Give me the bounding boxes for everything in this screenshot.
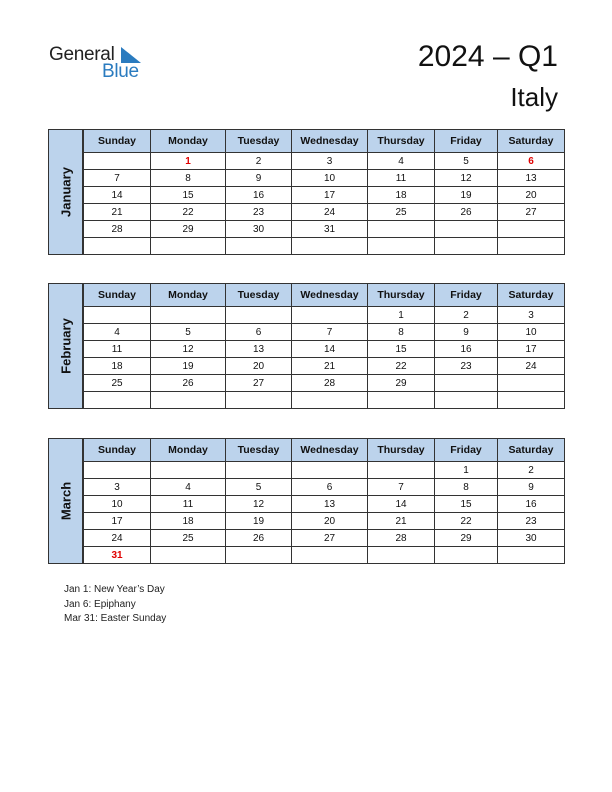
empty-day-cell [84,238,151,255]
day-cell: 23 [498,513,565,530]
day-cell: 30 [498,530,565,547]
week-row [84,547,565,564]
day-cell: 19 [435,187,498,204]
day-cell: 26 [435,204,498,221]
empty-day-cell [151,238,226,255]
day-cell: 26 [151,375,226,392]
country-name: Italy [510,82,558,112]
day-cell: 15 [435,496,498,513]
day-cell: 21 [368,513,435,530]
day-cell: 12 [435,170,498,187]
day-cell: 6 [292,479,368,496]
day-cell: 20 [226,358,292,375]
day-cell: 4 [368,153,435,170]
empty-day-cell [226,462,292,479]
month-table [83,283,565,409]
week-row [84,358,565,375]
day-cell: 27 [498,204,565,221]
month-table [83,129,565,255]
month-calendar-march [48,438,564,564]
week-row [84,187,565,204]
day-cell: 5 [226,479,292,496]
day-cell: 14 [368,496,435,513]
day-cell: 3 [292,153,368,170]
week-row [84,324,565,341]
empty-day-cell [226,392,292,409]
empty-day-cell [151,547,226,564]
weekday-header: Tuesday [226,284,292,307]
day-cell: 28 [292,375,368,392]
month-label [48,438,83,564]
day-cell: 30 [226,221,292,238]
weekday-header: Friday [435,439,498,462]
day-cell: 20 [498,187,565,204]
holiday-note: Mar 31: Easter Sunday [64,613,167,624]
month-calendar-january [48,129,564,255]
empty-day-cell [498,375,565,392]
empty-day-cell [151,392,226,409]
empty-day-cell [292,462,368,479]
day-cell: 18 [84,358,151,375]
weekday-header: Monday [151,130,226,153]
day-cell: 1 [435,462,498,479]
day-cell: 15 [368,341,435,358]
empty-day-cell [368,221,435,238]
empty-day-cell [292,547,368,564]
empty-day-cell [226,547,292,564]
week-row [84,530,565,547]
day-cell: 17 [84,513,151,530]
weekday-header: Saturday [498,130,565,153]
day-cell: 27 [226,375,292,392]
day-cell: 22 [368,358,435,375]
empty-day-cell [84,153,151,170]
week-row [84,513,565,530]
day-cell: 8 [435,479,498,496]
month-label [48,283,83,409]
weekday-header: Wednesday [292,130,368,153]
holiday-note: Jan 1: New Year’s Day [64,584,165,595]
week-row [84,170,565,187]
empty-day-cell [435,375,498,392]
empty-day-cell [435,392,498,409]
empty-day-cell [435,221,498,238]
empty-day-cell [226,307,292,324]
empty-day-cell [368,238,435,255]
weekday-header: Friday [435,284,498,307]
holiday-note: Jan 6: Epiphany [64,598,136,610]
empty-day-cell [498,547,565,564]
day-cell: 2 [435,307,498,324]
day-cell: 9 [498,479,565,496]
empty-day-cell [151,307,226,324]
day-cell: 16 [498,496,565,513]
weekday-header: Friday [435,130,498,153]
week-row [84,307,565,324]
day-cell: 31 [84,547,151,564]
week-row [84,221,565,238]
weekday-header: Sunday [84,439,151,462]
weekday-header-row [84,284,565,307]
day-cell: 14 [84,187,151,204]
day-cell: 3 [84,479,151,496]
day-cell: 8 [151,170,226,187]
week-row [84,153,565,170]
day-cell: 23 [435,358,498,375]
empty-day-cell [435,547,498,564]
day-cell: 1 [368,307,435,324]
empty-day-cell [498,221,565,238]
day-cell: 18 [151,513,226,530]
weekday-header: Saturday [498,439,565,462]
weekday-header: Sunday [84,284,151,307]
day-cell: 29 [435,530,498,547]
day-cell: 29 [368,375,435,392]
day-cell: 6 [226,324,292,341]
empty-day-cell [226,238,292,255]
day-cell: 12 [151,341,226,358]
weekday-header: Wednesday [292,439,368,462]
empty-day-cell [292,307,368,324]
day-cell: 26 [226,530,292,547]
day-cell: 24 [292,204,368,221]
day-cell: 28 [368,530,435,547]
month-name: March [58,481,73,521]
weekday-header: Thursday [368,284,435,307]
day-cell: 27 [292,530,368,547]
empty-day-cell [151,462,226,479]
logo-word-blue: Blue [102,61,139,82]
day-cell: 7 [292,324,368,341]
month-name: January [58,167,73,217]
logo-word-general: General [49,44,115,65]
empty-day-cell [368,392,435,409]
day-cell: 7 [368,479,435,496]
day-cell: 21 [84,204,151,221]
month-label [48,129,83,255]
weekday-header: Sunday [84,130,151,153]
day-cell: 10 [292,170,368,187]
day-cell: 15 [151,187,226,204]
week-row [84,392,565,409]
empty-day-cell [84,307,151,324]
day-cell: 4 [151,479,226,496]
day-cell: 8 [368,324,435,341]
day-cell: 19 [226,513,292,530]
week-row [84,375,565,392]
weekday-header: Tuesday [226,439,292,462]
day-cell: 25 [368,204,435,221]
day-cell: 24 [498,358,565,375]
day-cell: 16 [226,187,292,204]
day-cell: 31 [292,221,368,238]
weekday-header-row [84,130,565,153]
day-cell: 19 [151,358,226,375]
day-cell: 4 [84,324,151,341]
day-cell: 5 [151,324,226,341]
day-cell: 9 [435,324,498,341]
empty-day-cell [84,392,151,409]
day-cell: 13 [498,170,565,187]
month-name: February [58,318,73,374]
empty-day-cell [368,547,435,564]
empty-day-cell [292,238,368,255]
day-cell: 28 [84,221,151,238]
day-cell: 7 [84,170,151,187]
holiday-notes [64,583,166,627]
weekday-header: Tuesday [226,130,292,153]
day-cell: 10 [498,324,565,341]
weekday-header: Monday [151,439,226,462]
day-cell: 23 [226,204,292,221]
empty-day-cell [292,392,368,409]
week-row [84,496,565,513]
day-cell: 25 [84,375,151,392]
day-cell: 29 [151,221,226,238]
day-cell: 12 [226,496,292,513]
day-cell: 14 [292,341,368,358]
week-row [84,204,565,221]
day-cell: 21 [292,358,368,375]
week-row [84,462,565,479]
empty-day-cell [498,392,565,409]
weekday-header-row [84,439,565,462]
day-cell: 20 [292,513,368,530]
day-cell: 25 [151,530,226,547]
month-calendar-february [48,283,564,409]
day-cell: 3 [498,307,565,324]
day-cell: 10 [84,496,151,513]
weekday-header: Thursday [368,130,435,153]
month-table [83,438,565,564]
day-cell: 22 [435,513,498,530]
empty-day-cell [498,238,565,255]
day-cell: 13 [292,496,368,513]
day-cell: 13 [226,341,292,358]
day-cell: 17 [498,341,565,358]
day-cell: 16 [435,341,498,358]
week-row [84,479,565,496]
empty-day-cell [435,238,498,255]
week-row [84,341,565,358]
weekday-header: Thursday [368,439,435,462]
day-cell: 2 [498,462,565,479]
generalblue-logo [49,44,149,82]
day-cell: 1 [151,153,226,170]
page-title: 2024 – Q1 [417,40,558,73]
day-cell: 22 [151,204,226,221]
weekday-header: Wednesday [292,284,368,307]
day-cell: 17 [292,187,368,204]
empty-day-cell [84,462,151,479]
day-cell: 2 [226,153,292,170]
day-cell: 11 [84,341,151,358]
day-cell: 11 [151,496,226,513]
day-cell: 18 [368,187,435,204]
day-cell: 9 [226,170,292,187]
day-cell: 24 [84,530,151,547]
day-cell: 5 [435,153,498,170]
weekday-header: Monday [151,284,226,307]
day-cell: 6 [498,153,565,170]
week-row [84,238,565,255]
empty-day-cell [368,462,435,479]
weekday-header: Saturday [498,284,565,307]
day-cell: 11 [368,170,435,187]
